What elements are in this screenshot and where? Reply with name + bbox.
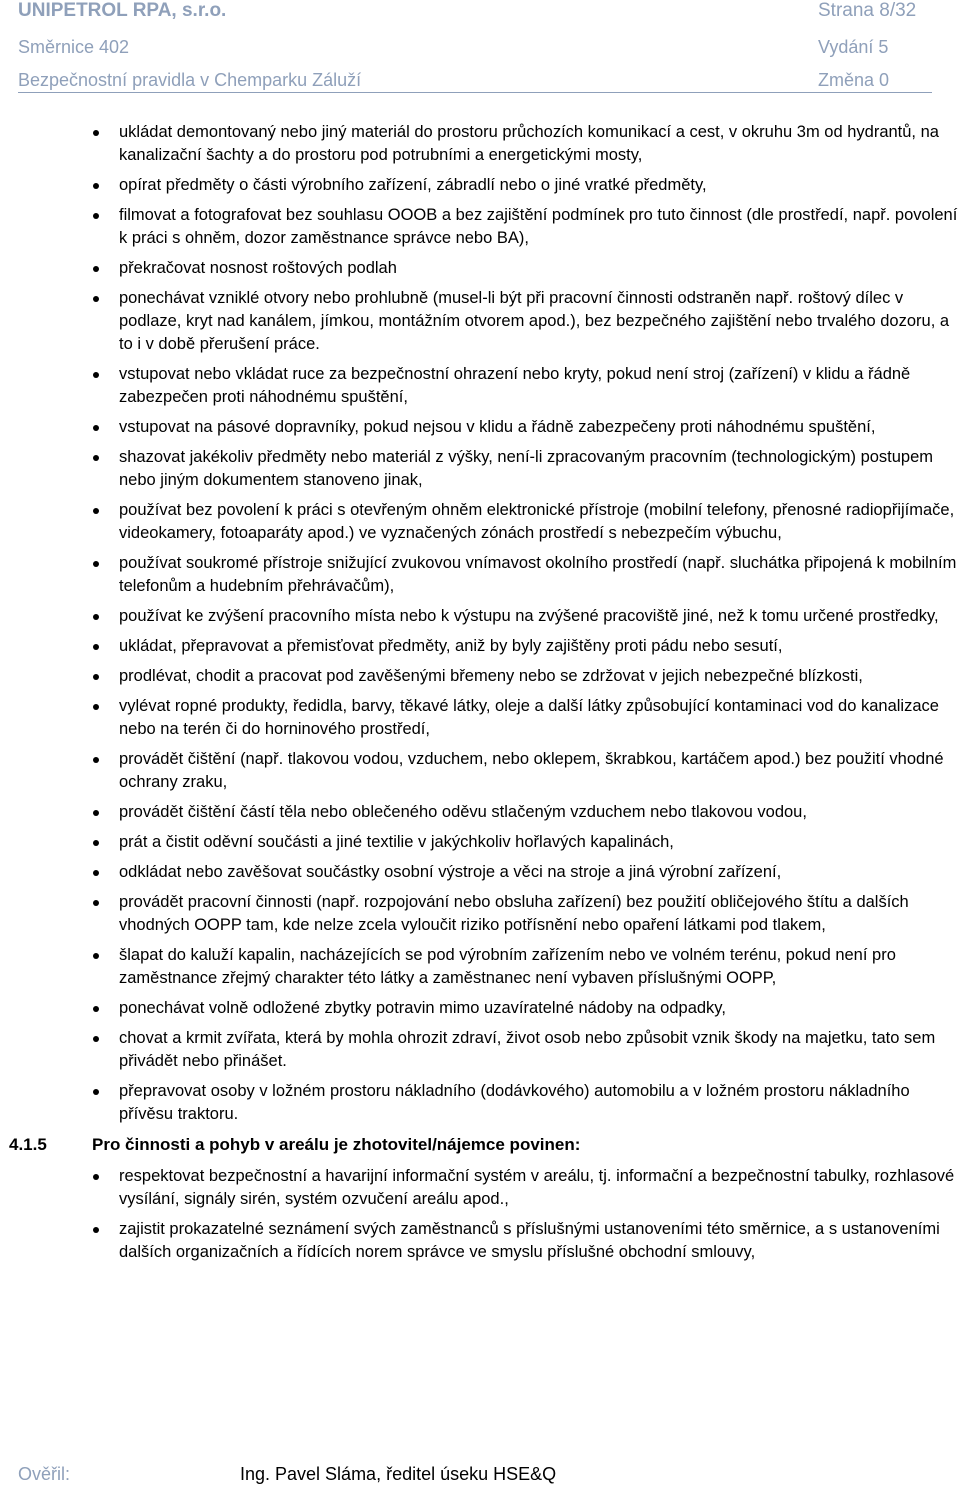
list-item xyxy=(0,635,960,658)
list-item-text: vylévat ropné produkty, ředidla, barvy, těkavé látky, oleje a další látky způsobující kontaminaci vod do kanalizace nebo na terén či do horninového prostředí, xyxy=(119,697,939,738)
bullet-icon xyxy=(93,130,99,136)
list-item xyxy=(0,665,960,688)
bullet-icon xyxy=(93,704,99,710)
bullet-icon xyxy=(93,296,99,302)
verified-by-label: Ověřil: xyxy=(18,1464,71,1484)
list-item-text: vstupovat nebo vkládat ruce za bezpečnostní ohrazení nebo kryty, pokud není stroj (zařízení) v klidu a řádně zabezpečen proti náhodnému spuštění, xyxy=(119,365,911,406)
page-header xyxy=(18,0,932,99)
list-item xyxy=(0,1080,960,1126)
list-item xyxy=(0,287,960,356)
list-item-text: ponechávat volně odložené zbytky potravin mimo uzavíratelné nádoby na odpadky, xyxy=(119,999,726,1017)
list-item xyxy=(0,499,960,545)
bullet-icon xyxy=(93,1036,99,1042)
prohibited-actions-list xyxy=(0,121,960,1126)
bullet-icon xyxy=(93,561,99,567)
change-number: Změna 0 xyxy=(818,70,890,90)
bullet-icon xyxy=(93,1089,99,1095)
list-item-text: prát a čistit oděvní součásti a jiné textilie v jakýchkoliv hořlavých kapalinách, xyxy=(119,833,674,851)
list-item xyxy=(0,204,960,250)
list-item xyxy=(0,695,960,741)
list-item-text: používat ke zvýšení pracovního místa nebo k výstupu na zvýšené pracoviště jiné, než k tomu určené prostředky, xyxy=(119,607,939,625)
bullet-icon xyxy=(93,372,99,378)
bullet-icon xyxy=(93,757,99,763)
list-item-text: ponechávat vzniklé otvory nebo prohlubně (musel-li být při pracovní činnosti odstraněn např. roštový dílec v podlaze, kryt nad kanálem, jímkou, montážním otvorem apod.), bez bezpečného zajištění nebo trvalého dozoru, a to i v době přerušení práce. xyxy=(119,289,950,353)
list-item-text: zajistit prokazatelné seznámení svých zaměstnanců s příslušnými ustanoveními této směrnice, a s ustanoveními dalších organizačních a řídících norem správce ve smyslu příslušné obchodní smlouvy, xyxy=(119,1220,940,1261)
bullet-icon xyxy=(93,508,99,514)
list-item xyxy=(0,1165,960,1211)
list-item xyxy=(0,1218,960,1264)
page-number: Strana 8/32 xyxy=(818,0,917,21)
list-item xyxy=(0,446,960,492)
section-title: Pro činnosti a pohyb v areálu je zhotovitel/nájemce povinen: xyxy=(92,1135,581,1154)
list-item-text: odkládat nebo zavěšovat součástky osobní výstroje a věci na stroje a jiná výrobní zařízení, xyxy=(119,863,782,881)
list-item xyxy=(0,801,960,824)
list-item-text: respektovat bezpečnostní a havarijní informační systém v areálu, tj. informační a bezpečnostní tabulky, rozhlasové vysílání, signály sirén, systém ozvučení areálu apod., xyxy=(119,1167,955,1208)
list-item xyxy=(0,416,960,439)
page-footer xyxy=(18,1464,948,1488)
bullet-icon xyxy=(93,870,99,876)
bullet-icon xyxy=(93,840,99,846)
list-item xyxy=(0,605,960,628)
section-heading xyxy=(0,1133,960,1157)
bullet-icon xyxy=(93,674,99,680)
bullet-icon xyxy=(93,1174,99,1180)
bullet-icon xyxy=(93,455,99,461)
bullet-icon xyxy=(93,1006,99,1012)
list-item xyxy=(0,552,960,598)
list-item-text: provádět čištění částí těla nebo oblečeného oděvu stlačeným vzduchem nebo tlakovou vodou, xyxy=(119,803,807,821)
issue-number: Vydání 5 xyxy=(818,37,889,57)
list-item xyxy=(0,748,960,794)
list-item xyxy=(0,944,960,990)
bullet-icon xyxy=(93,425,99,431)
list-item-text: provádět pracovní činnosti (např. rozpojování nebo obsluha zařízení) bez použití obličejového štítu a dalších vhodných OOPP tam, kde nelze zcela vyloučit riziko potřísnění nebo opaření látkami pod tlakem, xyxy=(119,893,909,934)
verified-by-name: Ing. Pavel Sláma, ředitel úseku HSE&Q xyxy=(240,1464,557,1484)
list-item xyxy=(0,363,960,409)
list-item-text: vstupovat na pásové dopravníky, pokud nejsou v klidu a řádně zabezpečeny proti náhodnému spuštění, xyxy=(119,418,876,436)
company-name: UNIPETROL RPA, s.r.o. xyxy=(18,0,227,21)
directive-number: Směrnice 402 xyxy=(18,37,130,57)
list-item-text: shazovat jakékoliv předměty nebo materiál z výšky, není-li zpracovaným pracovním (technologickým) postupem nebo jiným dokumentem stanoveno jinak, xyxy=(119,448,934,489)
header-row-2 xyxy=(18,33,932,66)
list-item xyxy=(0,1027,960,1073)
list-item-text: šlapat do kaluží kapalin, nacházejících se pod výrobním zařízením nebo ve volném terénu, pokud není pro zaměstnance zřejmý charakter této látky a zaměstnanec není vybaven příslušnými OOPP, xyxy=(119,946,896,987)
list-item-text: provádět čištění (např. tlakovou vodou, vzduchem, nebo oklepem, škrabkou, kartáčem apod.) bez použití vhodné ochrany zraku, xyxy=(119,750,944,791)
list-item-text: opírat předměty o části výrobního zařízení, zábradlí nebo o jiné vratké předměty, xyxy=(119,176,707,194)
section-number: 4.1.5 xyxy=(9,1135,47,1154)
bullet-icon xyxy=(93,953,99,959)
list-item xyxy=(0,257,960,280)
bullet-icon xyxy=(93,213,99,219)
list-item xyxy=(0,891,960,937)
list-item-text: používat bez povolení k práci s otevřeným ohněm elektronické přístroje (mobilní telefony, přenosné radiopřijímače, videokamery, fotoaparáty apod.) ve vyznačených zónách prostředí s nebezpečím výbuchu, xyxy=(119,501,955,542)
list-item-text: filmovat a fotografovat bez souhlasu OOOB a bez zajištění podmínek pro tuto činnost (dle prostředí, např. povolení k práci s ohněm, dozor zaměstnance správce nebo BA), xyxy=(119,206,958,247)
obligations-list xyxy=(0,1165,960,1264)
list-item xyxy=(0,121,960,167)
document-title: Bezpečnostní pravidla v Chemparku Záluží xyxy=(18,70,362,90)
bullet-icon xyxy=(93,614,99,620)
list-item-text: používat soukromé přístroje snižující zvukovou vnímavost okolního prostředí (např. sluchátka připojená k mobilním telefonům a hudebním přehrávačům), xyxy=(119,554,957,595)
bullet-icon xyxy=(93,1227,99,1233)
list-item-text: ukládat, přepravovat a přemisťovat předměty, aniž by byly zajištěny proti pádu nebo sesutí, xyxy=(119,637,783,655)
bullet-icon xyxy=(93,900,99,906)
header-row-1 xyxy=(18,0,932,33)
bullet-icon xyxy=(93,183,99,189)
list-item xyxy=(0,861,960,884)
bullet-icon xyxy=(93,266,99,272)
page-content xyxy=(0,121,960,1271)
list-item xyxy=(0,174,960,197)
header-divider xyxy=(18,92,932,93)
list-item-text: ukládat demontovaný nebo jiný materiál do prostoru průchozích komunikací a cest, v okruhu 3m od hydrantů, na kanalizační šachty a do prostoru pod potrubními a energetickými mosty, xyxy=(119,123,939,164)
list-item-text: překračovat nosnost roštových podlah xyxy=(119,259,397,277)
header-row-3 xyxy=(18,66,932,99)
list-item-text: chovat a krmit zvířata, která by mohla ohrozit zdraví, život osob nebo způsobit vznik škody na majetku, tato sem přivádět nebo přinášet. xyxy=(119,1029,936,1070)
bullet-icon xyxy=(93,644,99,650)
list-item xyxy=(0,831,960,854)
bullet-icon xyxy=(93,810,99,816)
list-item-text: prodlévat, chodit a pracovat pod zavěšenými břemeny nebo se zdržovat v jejich nebezpečné blízkosti, xyxy=(119,667,863,685)
list-item-text: přepravovat osoby v ložném prostoru nákladního (dodávkového) automobilu a v ložném prostoru nákladního přívěsu traktoru. xyxy=(119,1082,910,1123)
list-item xyxy=(0,997,960,1020)
